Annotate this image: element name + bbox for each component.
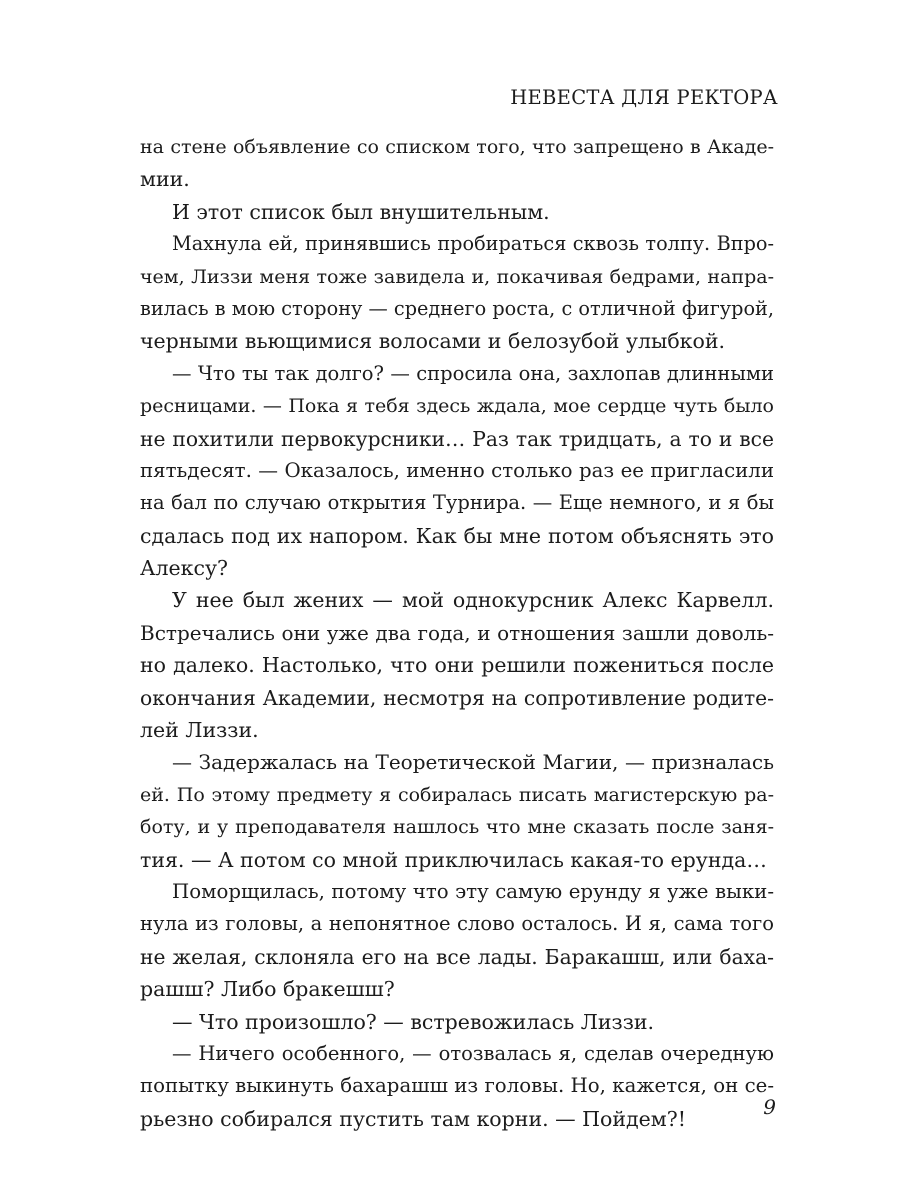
text-line: мии. bbox=[140, 167, 190, 192]
body-text bbox=[140, 131, 774, 1135]
text-line: тия. — А потом со мной приключилась какая-то ерунда… bbox=[140, 847, 767, 872]
text-line: попытку выкинуть бахарашш из головы. Но, кажется, он се- bbox=[140, 1074, 774, 1098]
text-line: окончания Академии, несмотря на сопротивление родите- bbox=[140, 685, 774, 710]
text-line: Алексу? bbox=[140, 556, 229, 581]
text-line: боту, и у преподавателя нашлось что мне сказать после заня- bbox=[140, 816, 774, 839]
text-line: на бал по случаю открытия Турнира. — Еще немного, и я бы bbox=[140, 491, 774, 515]
text-line: Встречались они уже два года, и отношения зашли доволь- bbox=[140, 620, 774, 645]
text-line: нула из головы, а непонятное слово осталось. И я, сама того bbox=[140, 912, 774, 936]
text-line: но далеко. Настолько, что они решили пожениться после bbox=[140, 653, 774, 678]
text-line: — Что произошло? — встревожилась Лиззи. bbox=[172, 1009, 655, 1034]
text-line: на стене объявление со списком того, что запрещено в Акаде- bbox=[140, 136, 774, 158]
text-line: не желая, склоняла его на все лады. Баракашш, или баха- bbox=[140, 944, 774, 969]
page-number: 9 bbox=[763, 1095, 776, 1119]
text-line: — Задержалась на Теоретической Магии, — призналась bbox=[172, 750, 774, 775]
text-line: вилась в мою сторону — среднего роста, с отличной фигурой, bbox=[140, 296, 774, 320]
text-line: У нее был жених — мой однокурсник Алекс Карвелл. bbox=[172, 588, 774, 613]
text-line: рьезно собирался пустить там корни. — Пойдем?! bbox=[140, 1106, 686, 1131]
text-line: сдалась под их напором. Как бы мне потом объяснять это bbox=[140, 523, 774, 548]
text-line: ей. По этому предмету я собиралась писать магистерскую ра- bbox=[140, 783, 774, 806]
text-line: ресницами. — Пока я тебя здесь ждала, мое сердце чуть было bbox=[140, 395, 774, 418]
text-line: пятьдесят. — Оказалось, именно столько раз ее пригласили bbox=[140, 458, 774, 482]
text-line: Махнула ей, принявшись пробираться сквозь толпу. Впро- bbox=[172, 232, 774, 256]
running-header: НЕВЕСТА ДЛЯ РЕКТОРА bbox=[510, 86, 778, 109]
text-line: черными вьющимися волосами и белозубой улыбкой. bbox=[140, 329, 726, 354]
text-line: И этот список был внушительным. bbox=[172, 199, 550, 224]
text-line: рашш? Либо бракешш? bbox=[140, 977, 395, 1002]
text-line: Поморщилась, потому что эту самую ерунду я уже выки- bbox=[172, 879, 774, 903]
text-line: лей Лиззи. bbox=[140, 718, 259, 743]
text-line: не похитили первокурсники… Раз так тридцать, а то и все bbox=[140, 426, 774, 451]
text-line: — Ничего особенного, — отозвалась я, сделав очередную bbox=[172, 1041, 774, 1065]
text-line: чем, Лиззи меня тоже завидела и, покачивая бедрами, напра- bbox=[140, 265, 774, 288]
text-line: — Что ты так долго? — спросила она, захлопав длинными bbox=[172, 361, 774, 385]
